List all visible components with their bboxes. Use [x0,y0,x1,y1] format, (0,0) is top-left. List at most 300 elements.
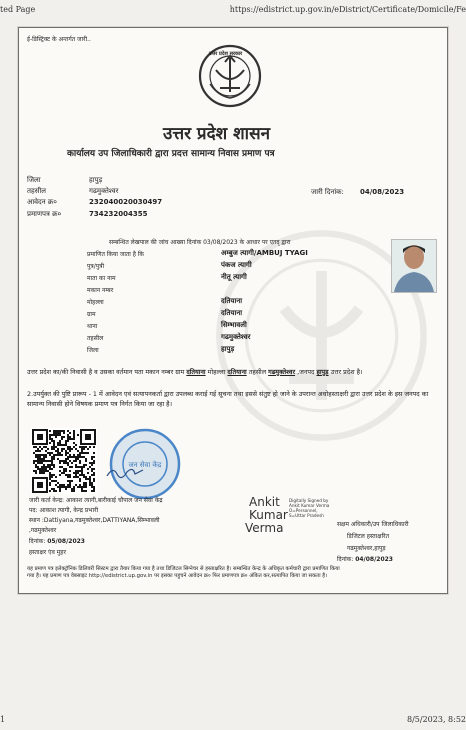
qr-module [65,458,67,460]
qr-module [55,446,57,448]
qr-module [63,432,65,434]
kendra-date-label: दिनांक: [29,538,46,545]
qr-module [81,468,83,470]
qr-module [83,490,85,492]
qr-module [49,438,51,440]
qr-module [69,450,71,452]
kendra-date-row [29,537,85,545]
qr-module [41,454,43,456]
qr-module [65,488,67,490]
qr-module [85,464,87,466]
qr-module [83,482,85,484]
qr-module [47,448,49,450]
qr-module [41,462,43,464]
qr-module [65,468,67,470]
qr-module [75,448,77,450]
qr-module [53,466,55,468]
qr-module [87,472,89,474]
qr-module [57,452,59,454]
meta-label-application-no: आवेदन क्र० [27,198,57,206]
qr-module [91,462,93,464]
qr-module [93,468,95,470]
qr-module [81,474,83,476]
qr-module [69,480,71,482]
qr-module [59,460,61,462]
qr-module [51,480,53,482]
qr-module [57,458,59,460]
qr-module [65,474,67,476]
para1-tehsil: गढमुक्तेश्वर [268,368,296,376]
signer-name-line1: Ankit [249,495,280,509]
meta-label-certificate-no: प्रमाणपत्र क्र० [27,210,62,218]
qr-module [57,486,59,488]
kendra-date-value: 05/08/2023 [47,538,85,545]
qr-module [61,438,63,440]
qr-module [51,488,53,490]
qr-module [55,434,57,436]
qr-module [55,432,57,434]
qr-module [59,454,61,456]
qr-module [93,474,95,476]
qr-module [85,452,87,454]
qr-module [75,464,77,466]
qr-module [69,456,71,458]
print-datetime: 8/5/2023, 8:52 [407,715,466,724]
ds-detail-4: S=Uttar Pradesh [289,513,324,518]
qr-module [59,440,61,442]
qr-module [41,458,43,460]
qr-module [81,456,83,458]
qr-module [55,430,57,432]
emblem-caption: उत्तर प्रदेश सरकार [209,51,243,57]
qr-module [67,486,69,488]
qr-module [77,434,79,436]
qr-module [49,442,51,444]
qr-module [79,486,81,488]
qr-module [33,452,35,454]
residence-paragraph [27,368,439,378]
qr-module [67,448,69,450]
qr-module [91,458,93,460]
qr-module [93,488,95,490]
qr-module [53,446,55,448]
qr-module [73,446,75,448]
qr-module [35,466,37,468]
qr-module [89,482,91,484]
qr-module [63,444,65,446]
qr-module [91,482,93,484]
issued-note: ई-डिस्ट्रिक्ट के अन्तर्गत जारी.. [27,36,91,43]
qr-module [67,436,69,438]
qr-module [59,484,61,486]
applicant-photo-image [392,240,436,292]
qr-module [51,458,53,460]
qr-module [39,468,41,470]
print-url[interactable]: https://edistrict.up.gov.in/eDistrict/Certificate/Domicile/Fe [229,5,466,14]
qr-module [83,456,85,458]
qr-module [69,438,71,440]
qr-module [39,462,41,464]
qr-module [91,474,93,476]
qr-module [49,430,51,432]
qr-module [93,480,95,482]
qr-module [65,470,67,472]
qr-module [91,484,93,486]
qr-module [51,440,53,442]
qr-module [79,466,81,468]
qr-module [65,442,67,444]
qr-module [59,444,61,446]
qr-module [47,460,49,462]
qr-module [83,464,85,466]
qr-module [59,430,61,432]
qr-module [51,460,53,462]
qr-module [61,444,63,446]
qr-module [49,468,51,470]
qr-module [43,446,45,448]
qr-module [45,470,47,472]
qr-module [65,444,67,446]
qr-module [41,448,43,450]
qr-module [39,470,41,472]
para1-text-c: तहसील [246,368,269,376]
qr-module [57,454,59,456]
qr-module [33,446,35,448]
meta-value-district: हापुड़ [89,176,103,184]
qr-module [85,490,87,492]
qr-module [37,450,39,452]
qr-module [51,438,53,440]
detail-value-mohalla: दतियाना [221,297,243,305]
qr-module [43,460,45,462]
qr-module [39,446,41,448]
qr-module [69,448,71,450]
certificate-title: उत्तर प्रदेश शासन [163,124,271,144]
qr-module [81,472,83,474]
qr-module [69,460,71,462]
qr-module [49,476,51,478]
qr-module [59,470,61,472]
qr-module [79,460,81,462]
qr-module [51,476,53,478]
qr-module [67,458,69,460]
qr-module [85,484,87,486]
qr-module [67,452,69,454]
qr-module [71,480,73,482]
qr-module [51,462,53,464]
digital-signer-name [245,495,288,535]
qr-module [63,430,65,432]
qr-module [83,474,85,476]
qr-module [33,462,35,464]
qr-module [45,456,47,458]
qr-module [65,452,67,454]
para1-mohalla: दतियाना [227,368,247,376]
qr-module [35,470,37,472]
qr-code[interactable] [31,428,97,494]
kendra-signature-icon [105,464,145,480]
qr-module [53,440,55,442]
qr-module [59,462,61,464]
qr-module [69,482,71,484]
qr-module [67,476,69,478]
qr-module [61,466,63,468]
qr-module [57,450,59,452]
qr-module [59,432,61,434]
qr-module [41,466,43,468]
qr-module [87,468,89,470]
qr-module [69,486,71,488]
qr-module [37,454,39,456]
qr-module [75,466,77,468]
qr-module [73,430,75,432]
kendra-place: स्थान :Dattiyana,गढमुक्तेश्वर,DATTIYANA,सिम्भावली [29,517,160,524]
qr-module [79,456,81,458]
qr-module [43,454,45,456]
detail-value-district: हापुड़ [221,345,235,353]
qr-module [67,462,69,464]
qr-module [49,436,51,438]
qr-module [87,478,89,480]
qr-module [83,446,85,448]
meta-label-district: जिला [27,176,41,184]
qr-module [79,462,81,464]
qr-module [51,474,53,476]
qr-module [73,436,75,438]
qr-module [67,440,69,442]
qr-module [71,462,73,464]
para1-text-b: मोहल्ला [205,368,228,376]
qr-module [37,462,39,464]
qr-module [71,490,73,492]
qr-module [41,472,43,474]
qr-module [61,448,63,450]
qr-module [45,466,47,468]
qr-module [85,476,87,478]
qr-module [91,470,93,472]
qr-module [59,442,61,444]
qr-module [57,482,59,484]
qr-module [37,466,39,468]
qr-module [89,480,91,482]
qr-module [85,460,87,462]
qr-module [83,452,85,454]
detail-value-tehsil: गढमुक्तेश्वर [221,333,251,341]
qr-module [55,476,57,478]
qr-module [91,464,93,466]
qr-module [77,472,79,474]
qr-module [59,474,61,476]
qr-module [59,466,61,468]
qr-module [41,470,43,472]
qr-module [59,488,61,490]
qr-module [81,448,83,450]
qr-module [79,478,81,480]
issue-date-label: जारी दिनांक: [311,188,344,196]
qr-module [55,490,57,492]
qr-module [35,464,37,466]
qr-module [77,458,79,460]
qr-module [67,480,69,482]
officer-date-label: दिनांक: [337,556,354,563]
qr-module [81,446,83,448]
qr-module [43,466,45,468]
qr-module [35,460,37,462]
verification-paragraph: 2.उपर्युक्त की पुष्टि प्रारूप - 1 में आवेदन एवं सत्यापनकर्ता द्वारा उपलब्ध कराई गई सूचना तथा इससे संतुष्ट हो जाने के उपरान्त अधोहस्ताक्षरी द्वारा उत्तर प्रदेश के इस जनपद का सामान्य निवासी होने विषयक प्रमाण पत्र निर्गत किया जा रहा है। [27,390,429,408]
qr-module [57,444,59,446]
qr-module [79,470,81,472]
detail-label-tehsil: तहसील [87,335,104,342]
qr-module [57,434,59,436]
footer-note [27,566,441,580]
qr-module [75,460,77,462]
qr-module [33,460,35,462]
meta-label-tehsil: तहसील [27,187,46,195]
qr-module [69,446,71,448]
qr-module [55,484,57,486]
qr-module [61,430,63,432]
qr-module [63,472,65,474]
meta-value-certificate-no: 734232004355 [89,210,148,218]
qr-module [53,474,55,476]
qr-module [73,490,75,492]
qr-module [61,460,63,462]
qr-module [35,450,37,452]
qr-module [73,472,75,474]
qr-module [35,472,37,474]
ds-detail-3: O=Personnel, [289,508,318,513]
qr-module [63,436,65,438]
qr-module [33,470,35,472]
detail-value-parent: पंकज त्यागी [221,261,252,269]
qr-module [83,448,85,450]
qr-module [51,434,53,436]
qr-module [57,432,59,434]
qr-module [45,454,47,456]
qr-module [85,446,87,448]
officer-location: गढमुक्तेश्वर,हापुड़ [347,545,386,552]
qr-module [73,476,75,478]
officer-date-row [337,555,393,563]
qr-module [61,472,63,474]
qr-module [91,456,93,458]
qr-module [89,478,91,480]
meta-value-tehsil: गढमुक्तेश्वर [89,187,119,195]
qr-module [37,448,39,450]
qr-module [79,480,81,482]
qr-module [63,470,65,472]
para1-text-e: उत्तर प्रदेश है। [328,368,363,376]
qr-module [77,476,79,478]
qr-module [41,468,43,470]
qr-module [55,480,57,482]
qr-module [93,452,95,454]
qr-module [41,460,43,462]
qr-module [35,446,37,448]
qr-module [81,466,83,468]
qr-module [65,454,67,456]
qr-module [53,480,55,482]
qr-module [37,458,39,460]
qr-module [93,456,95,458]
para1-text-d: ,जनपद [295,368,317,376]
qr-module [73,442,75,444]
qr-module [51,446,53,448]
ds-detail-1: Digitally Signed by [289,498,329,503]
digital-signature-details [289,498,329,518]
qr-module [59,490,61,492]
qr-module [49,434,51,436]
detail-value-police-station: सिम्भावली [221,321,247,329]
qr-module [37,468,39,470]
qr-module [47,470,49,472]
footer-note-line2: गया है। यह प्रमाण पत्र वेबसाइट http://edistrict.up.gov.in पर इसका पहुचने आवेदन क्र० फिर प्रमाणपत्र क्र० अंकित कर,सत्यापित किया जा सकता है। [27,573,328,579]
qr-module [81,450,83,452]
applicant-photo [391,239,437,293]
qr-module [67,430,69,432]
qr-module [43,468,45,470]
qr-module [57,448,59,450]
para1-village: दतियाना [186,368,206,376]
stamp-text: जन सेवा केंद्र [128,461,162,469]
qr-module [91,468,93,470]
qr-module [85,478,87,480]
qr-module [79,474,81,476]
qr-module [89,476,91,478]
qr-module [89,466,91,468]
qr-module [57,430,59,432]
detail-label-house-no: मकान नम्बर [87,287,114,294]
detail-value-name: अम्बुज त्यागी/AMBUJ TYAGI [221,249,308,257]
kendra-issuer: जारी कर्ता केन्द्र: आकाश त्यागी,बारीकाई चौपाल जन सेवा केंद्र [29,497,163,504]
qr-module [67,456,69,458]
qr-module [49,464,51,466]
qr-module [49,482,51,484]
qr-module [79,446,81,448]
qr-module [93,478,95,480]
qr-module [63,484,65,486]
qr-module [71,466,73,468]
qr-module [81,470,83,472]
qr-module [85,482,87,484]
qr-module [77,450,79,452]
qr-module [73,486,75,488]
qr-module [63,486,65,488]
qr-module [75,458,77,460]
footer-note-line1: यह प्रमाण पत्र इलेक्ट्रॉनिक डिलिवरी सिस्टम द्वारा तैयार किया गया है तथा डिजिटल सिग्नेचर से हस्ताक्षरित है। सम्बन्धित केन्द्र के अधिकृत कर्मचारी द्वारा प्रमाणित किया [27,566,340,572]
qr-module [55,436,57,438]
qr-module [49,466,51,468]
qr-module [69,454,71,456]
qr-module [71,456,73,458]
para1-text-a: उत्तर प्रदेश का/की निवासी है व उसका वर्तमान पता मकान नम्बर ग्राम [27,368,187,376]
qr-module [93,490,95,492]
qr-module [53,448,55,450]
qr-module [67,434,69,436]
qr-module [37,460,39,462]
detail-label-police-station: थाना [87,323,98,330]
qr-module [83,484,85,486]
qr-module [69,470,71,472]
qr-module [55,450,57,452]
qr-module [73,438,75,440]
qr-module [49,472,51,474]
qr-module [73,434,75,436]
qr-module [67,446,69,448]
qr-module [81,488,83,490]
qr-module [35,456,37,458]
qr-module [61,486,63,488]
